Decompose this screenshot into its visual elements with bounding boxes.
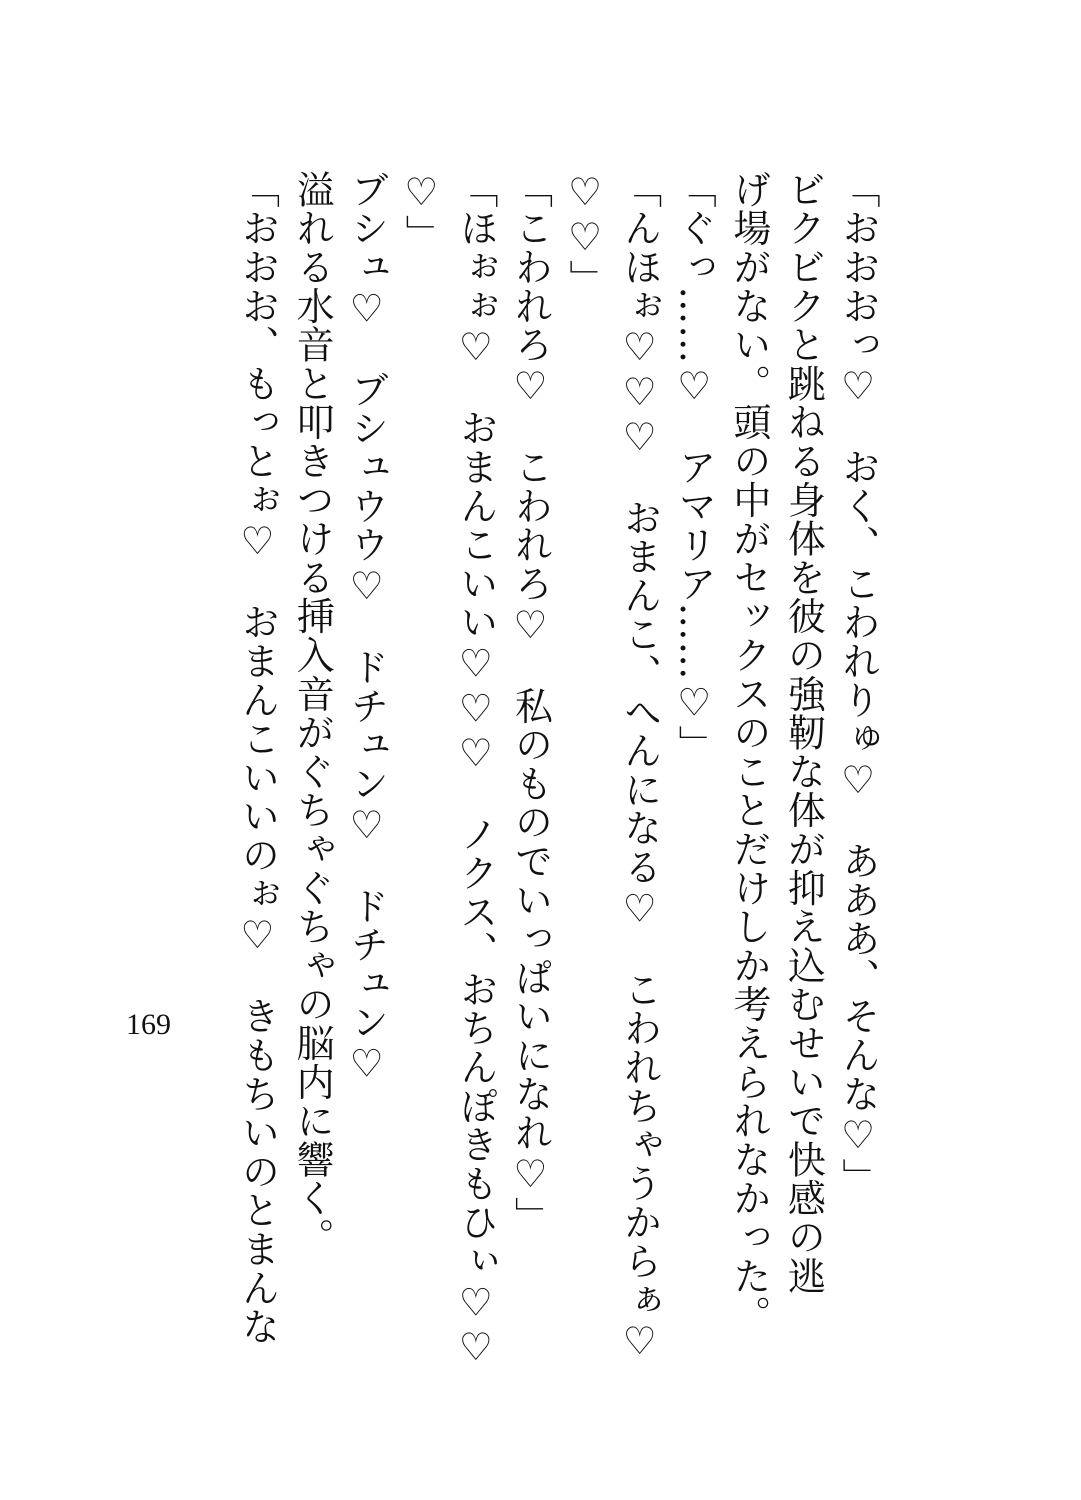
- vertical-text-block: [230, 170, 885, 1370]
- text-line: げ場がない。頭の中がセックスのことだけしか考えられなかった。: [726, 170, 771, 1334]
- page-number: 169: [126, 1008, 171, 1041]
- text-line: 溢れる水音と叩きつける挿入音がぐちゃぐちゃの脳内に響く。: [290, 170, 335, 1257]
- text-line: 「んほぉ♡♡♡ おまんこ、へんになる♡ こわれちゃうからぁ♡: [617, 170, 662, 1364]
- text-line: ビクビクと跳ねる身体を彼の強靭な体が抑え込むせいで快感の逃: [781, 170, 826, 1296]
- text-line: 「ほぉぉ♡ おまんこいい♡♡♡ ノクス、おちんぽきもひぃ♡♡: [453, 170, 498, 1370]
- text-line: 「おおお、もっとぉ♡ おまんこいいのぉ♡ きもちいのとまんな: [235, 170, 280, 1346]
- text-line: ブシュ♡ ブシュウウ♡ ドチュン♡ ドチュン♡: [344, 170, 389, 1087]
- text-line: ♡」: [399, 170, 444, 254]
- text-line: 「ぐっ……♡ アマリア……♡」: [672, 170, 717, 764]
- text-line: 「おおおっ♡ おく、こわれりゅ♡ あああ、そんな♡」: [836, 170, 880, 1197]
- text-line: ♡♡」: [563, 170, 608, 299]
- text-line: 「こわれろ♡ こわれろ♡ 私のものでいっぱいになれ♡」: [508, 170, 553, 1236]
